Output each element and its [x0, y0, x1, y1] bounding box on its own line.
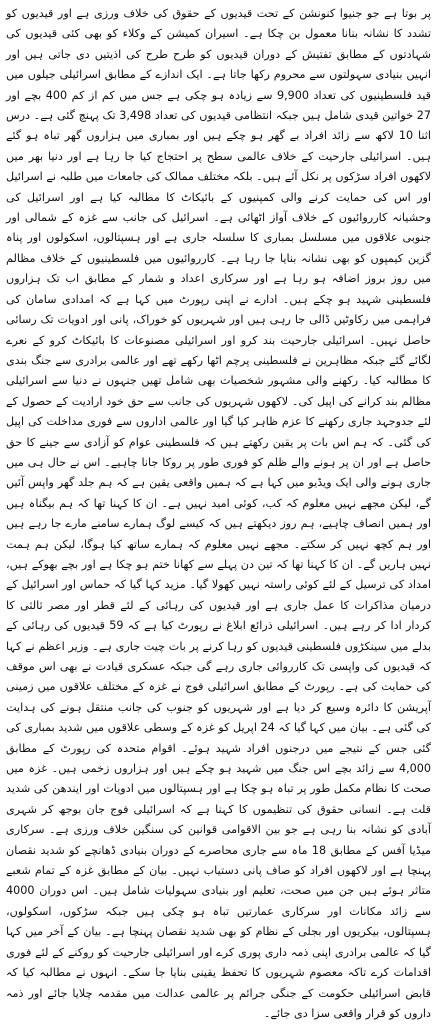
- article-body: پر بوتا ہے جو جنیوا کنونشن کے تحت قیدیوں کے حقوق کی خلاف ورزی ہے اور قیدیوں کو تشدد کا نشانہ بنانا معمول بن چکا ہے۔ اسیران کمیشن کے وکلاء کو بھی کئی قیدیوں کی شہادتوں کے مطابق تفتیش کے دوران قیدیوں کو طرح طرح کی اذیتیں دی جاتی ہیں اور انہیں بنیادی سہولتوں سے محروم رکھا جاتا ہے۔ ایک اندازے کے مطابق اسرائیلی جیلوں میں قید فلسطینیوں کی تعداد 9,900 سے زیادہ ہو چکی ہے جس میں کم از کم 400 بچے اور 27 خواتین قیدی شامل ہیں جبکہ انتظامی قیدیوں کی تعداد 3,498 تک پہنچ گئی ہے۔ درس اثنا 10 لاکھ سے زائد افراد بے گھر ہو چکے ہیں اور بمباری میں ہزاروں گھر تباہ ہو گئے ہیں۔ اسرائیلی جارحیت کے خلاف عالمی سطح پر احتجاج کیا جا رہا ہے اور دنیا بھر میں لاکھوں افراد سڑکوں پر نکل آئے ہیں۔ بلکہ مختلف ممالک کی جامعات میں طلبہ نے اسرائیل اور اس کی حمایت کرنے والی کمپنیوں کے بائیکاٹ کا مطالبہ کیا ہے اور اسرائیل کی وحشیانہ کارروائیوں کے خلاف آواز اٹھائی ہے۔ اسرائیل کی جانب سے غزہ کے شمالی اور جنوبی علاقوں میں مسلسل بمباری کا سلسلہ جاری ہے اور ہسپتالوں، اسکولوں اور پناہ گزین کیمپوں کو بھی نشانہ بنایا جا رہا ہے۔ کارروائیوں میں فلسطینیوں کے خلاف مظالم میں روز بروز اضافہ ہو رہا ہے اور سرکاری اعداد و شمار کے مطابق اب تک ہزاروں فلسطینی شہید ہو چکے ہیں۔ ادارے نے اپنی رپورٹ میں کہا ہے کہ امدادی سامان کی فراہمی میں رکاوٹیں ڈالی جا رہی ہیں اور شہریوں کو خوراک، پانی اور ادویات تک رسائی حاصل نہیں۔ اسرائیلی جارحیت بند کرو اور اسرائیلی مصنوعات کا بائیکاٹ کرو کے نعرے لگائے گئے جبکہ مظاہرین نے فلسطینی پرچم اٹھا رکھے تھے اور عالمی برادری سے جنگ بندی کا مطالبہ کیا۔ رکھنے والی مشہور شخصیات بھی شامل تھیں جنہوں نے دنیا سے اسرائیلی مظالم بند کرانے کی اپیل کی۔ لاکھوں شہریوں کی جانب سے حق خود ارادیت کے حصول کے لئے جدوجہد جاری رکھنے کا عزم ظاہر کیا گیا اور عالمی اداروں سے فوری مداخلت کی اپیل کی گئی۔ کہ ہم اس بات پر یقین رکھتے ہیں کہ فلسطینی عوام کو آزادی سے جینے کا حق حاصل ہے اور ان پر ہونے والے ظلم کو فوری طور پر روکا جانا چاہیے۔ اس نے حال ہی میں جاری ہونے والی ایک ویڈیو میں کہا ہے کہ ہمیں واقعی یقین ہے کہ ہم جلد گھر واپس آئیں گے، لیکن مجھے نہیں معلوم کہ کب، کوئی امید نہیں ہے۔ ان کا کہنا تھا کہ ہم بیگناہ ہیں اور ہمیں انصاف چاہیے، ہم روز دیکھتے ہیں کہ کیسے لوگ ہمارے سامنے مارے جا رہے ہیں اور ہم کچھ نہیں کر سکتے۔ مجھے نہیں معلوم کہ ہمارے ساتھ کیا ہوگا، لیکن ہم ہمت نہیں ہاریں گے۔ ان کا کہنا تھا کہ تین دن پہلے سے کھانا ختم ہو چکا ہے اور بچے بھوکے ہیں، امداد کی ترسیل کے لئے کوئی راستہ نہیں کھولا گیا۔ مزید کہا گیا کہ حماس اور اسرائیل کے درمیان مذاکرات کا عمل جاری ہے اور قیدیوں کی رہائی کے لئے قطر اور مصر ثالثی کا کردار ادا کر رہے ہیں۔ اسرائیلی ذرائع ابلاغ نے رپورٹ کیا ہے کہ 59 قیدیوں کی رہائی کے بدلے میں سینکڑوں فلسطینی قیدیوں کو رہا کرنے پر بات چیت جاری ہے۔ وزیر اعظم نے کہا کہ قیدیوں کی واپسی تک کارروائی جاری رہے گی جبکہ عسکری قیادت نے بھی اس موقف کی حمایت کی ہے۔ رپورٹ کے مطابق اسرائیلی فوج نے غزہ کے مختلف علاقوں میں زمینی آپریشن کا دائرہ وسیع کر دیا ہے اور شہریوں کو جنوب کی جانب منتقل ہونے کی ہدایت کی گئی ہے۔ بیان میں کہا گیا کہ 24 اپریل کو غزہ کے وسطی علاقوں میں شدید بمباری کی گئی جس کے نتیجے میں درجنوں افراد شہید ہوئے۔ اقوام متحدہ کی رپورٹ کے مطابق 4,000 سے زائد بچے اس جنگ میں شہید ہو چکے ہیں اور ہزاروں زخمی ہیں۔ غزہ میں صحت کا نظام مکمل طور پر تباہ ہو چکا ہے اور ہسپتالوں میں ادویات اور ایندھن کی شدید قلت ہے۔ انسانی حقوق کی تنظیموں کا کہنا ہے کہ اسرائیلی فوج جان بوجھ کر شہری آبادی کو نشانہ بنا رہی ہے جو بین الاقوامی قوانین کی سنگین خلاف ورزی ہے۔ سرکاری میڈیا آفس کے مطابق 18 ماہ سے جاری محاصرے کے دوران بنیادی ڈھانچے کو شدید نقصان پہنچا ہے اور لاکھوں افراد کو صاف پانی دستیاب نہیں۔ بیان کے مطابق غزہ کے تمام شعبے متاثر ہوئے ہیں جن میں صحت، تعلیم اور بنیادی سہولیات شامل ہیں۔ اس دوران 4000 سے زائد مکانات اور سرکاری عمارتیں تباہ ہو چکی ہیں جبکہ سڑکوں، اسکولوں، ہسپتالوں، بیکریوں اور بجلی کے نظام کو بھی شدید نقصان پہنچا ہے۔ بیان کے آخر میں کہا گیا کہ عالمی برادری اپنی ذمہ داری پوری کرے اور اسرائیلی جارحیت کو روکنے کے لئے فوری اقدامات کرے تاکہ معصوم شہریوں کا تحفظ یقینی بنایا جا سکے۔ انہوں نے مطالبہ کیا کہ قابض اسرائیلی حکومت کے جنگی جرائم پر عالمی عدالت میں مقدمہ چلایا جائے اور ذمہ داروں کو قرار واقعی سزا دی جائے۔: [6, 7, 432, 1020]
